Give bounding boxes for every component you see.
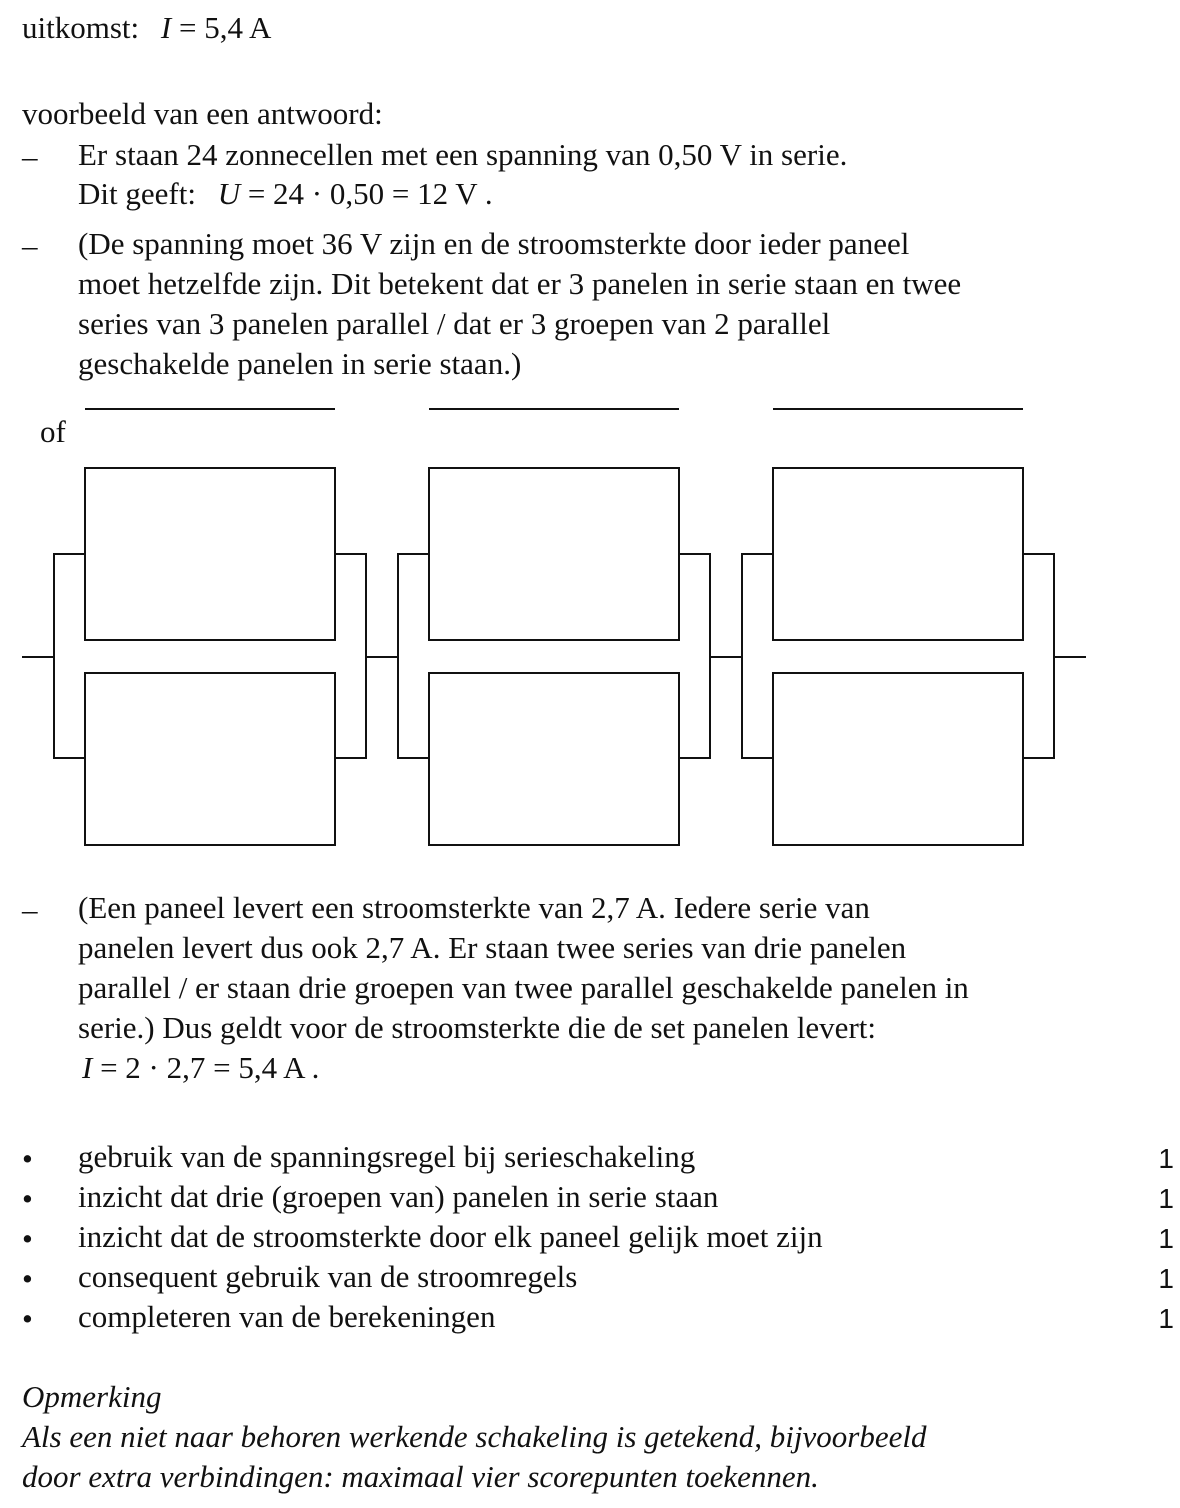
of-label: of [40,414,66,449]
dash-marker: – [22,892,38,927]
outcome-value: = 5,4 A [178,10,272,45]
parallel-wire-right [679,554,710,758]
step3-variable: I [82,1050,93,1085]
step3-expression: = 2 · 2,7 = 5,4 A . [100,1050,320,1085]
parallel-wire-left [742,554,773,758]
solar-panel [85,673,335,845]
criterion-points: 1 [1158,1143,1174,1174]
bullet-marker: • [22,1221,33,1256]
panel-circuit-diagram [0,390,1180,860]
step1-expression: = 24 · 0,50 = 12 V . [247,176,493,211]
step3-line: parallel / er staan drie groepen van twee parallel geschakelde panelen in [78,970,969,1005]
step3-line: panelen levert dus ook 2,7 A. Er staan twee series van drie panelen [78,930,907,965]
remark-title: Opmerking [22,1379,162,1414]
solar-panel [773,468,1023,640]
parallel-wire-right [1023,554,1054,758]
step2-line: (De spanning moet 36 V zijn en de stroomsterkte door ieder paneel [78,226,910,261]
parallel-wire-left [398,554,429,758]
step2-line: geschakelde panelen in serie staan.) [78,346,522,381]
remark-line: door extra verbindingen: maximaal vier scorepunten toekennen. [22,1459,819,1494]
dash-marker: – [22,228,38,263]
bullet-marker: • [22,1301,33,1336]
criterion-text: completeren van de berekeningen [78,1299,496,1334]
bullet-marker: • [22,1261,33,1296]
criterion-text: gebruik van de spanningsregel bij serieschakeling [78,1139,696,1174]
step1-line2-prefix: Dit geeft: [78,176,196,211]
criterion-text: consequent gebruik van de stroomregels [78,1259,578,1294]
solar-panel [429,468,679,640]
bullet-marker: • [22,1141,33,1176]
step3-formula [82,1052,319,1083]
bullet-marker: • [22,1181,33,1216]
step1-line2 [78,178,493,209]
solar-panel [85,468,335,640]
criterion-text: inzicht dat drie (groepen van) panelen in serie staan [78,1179,719,1214]
criterion-points: 1 [1158,1263,1174,1294]
step2-line: series van 3 panelen parallel / dat er 3 groepen van 2 parallel [78,306,831,341]
step1-variable: U [217,176,241,211]
parallel-wire-left [54,554,85,758]
example-heading: voorbeeld van een antwoord: [22,96,383,131]
remark-line: Als een niet naar behoren werkende schakeling is getekend, bijvoorbeeld [22,1419,927,1454]
parallel-wire-right [335,554,366,758]
step2-line: moet hetzelfde zijn. Dit betekent dat er 3 panelen in serie staan en twee [78,266,962,301]
solar-panel [773,673,1023,845]
outcome-variable: I [160,10,172,45]
step3-line: serie.) Dus geldt voor de stroomsterkte die de set panelen levert: [78,1010,876,1045]
step3-line: (Een paneel levert een stroomsterkte van 2,7 A. Iedere serie van [78,890,870,925]
criterion-points: 1 [1158,1303,1174,1334]
outcome-label: uitkomst: [22,10,140,45]
outcome-line [22,12,271,43]
dash-marker: – [22,139,38,174]
criterion-points: 1 [1158,1223,1174,1254]
solar-panel [429,673,679,845]
criterion-text: inzicht dat de stroomsterkte door elk paneel gelijk moet zijn [78,1219,823,1254]
criterion-points: 1 [1158,1183,1174,1214]
step1-line1: Er staan 24 zonnecellen met een spanning van 0,50 V in serie. [78,137,848,172]
